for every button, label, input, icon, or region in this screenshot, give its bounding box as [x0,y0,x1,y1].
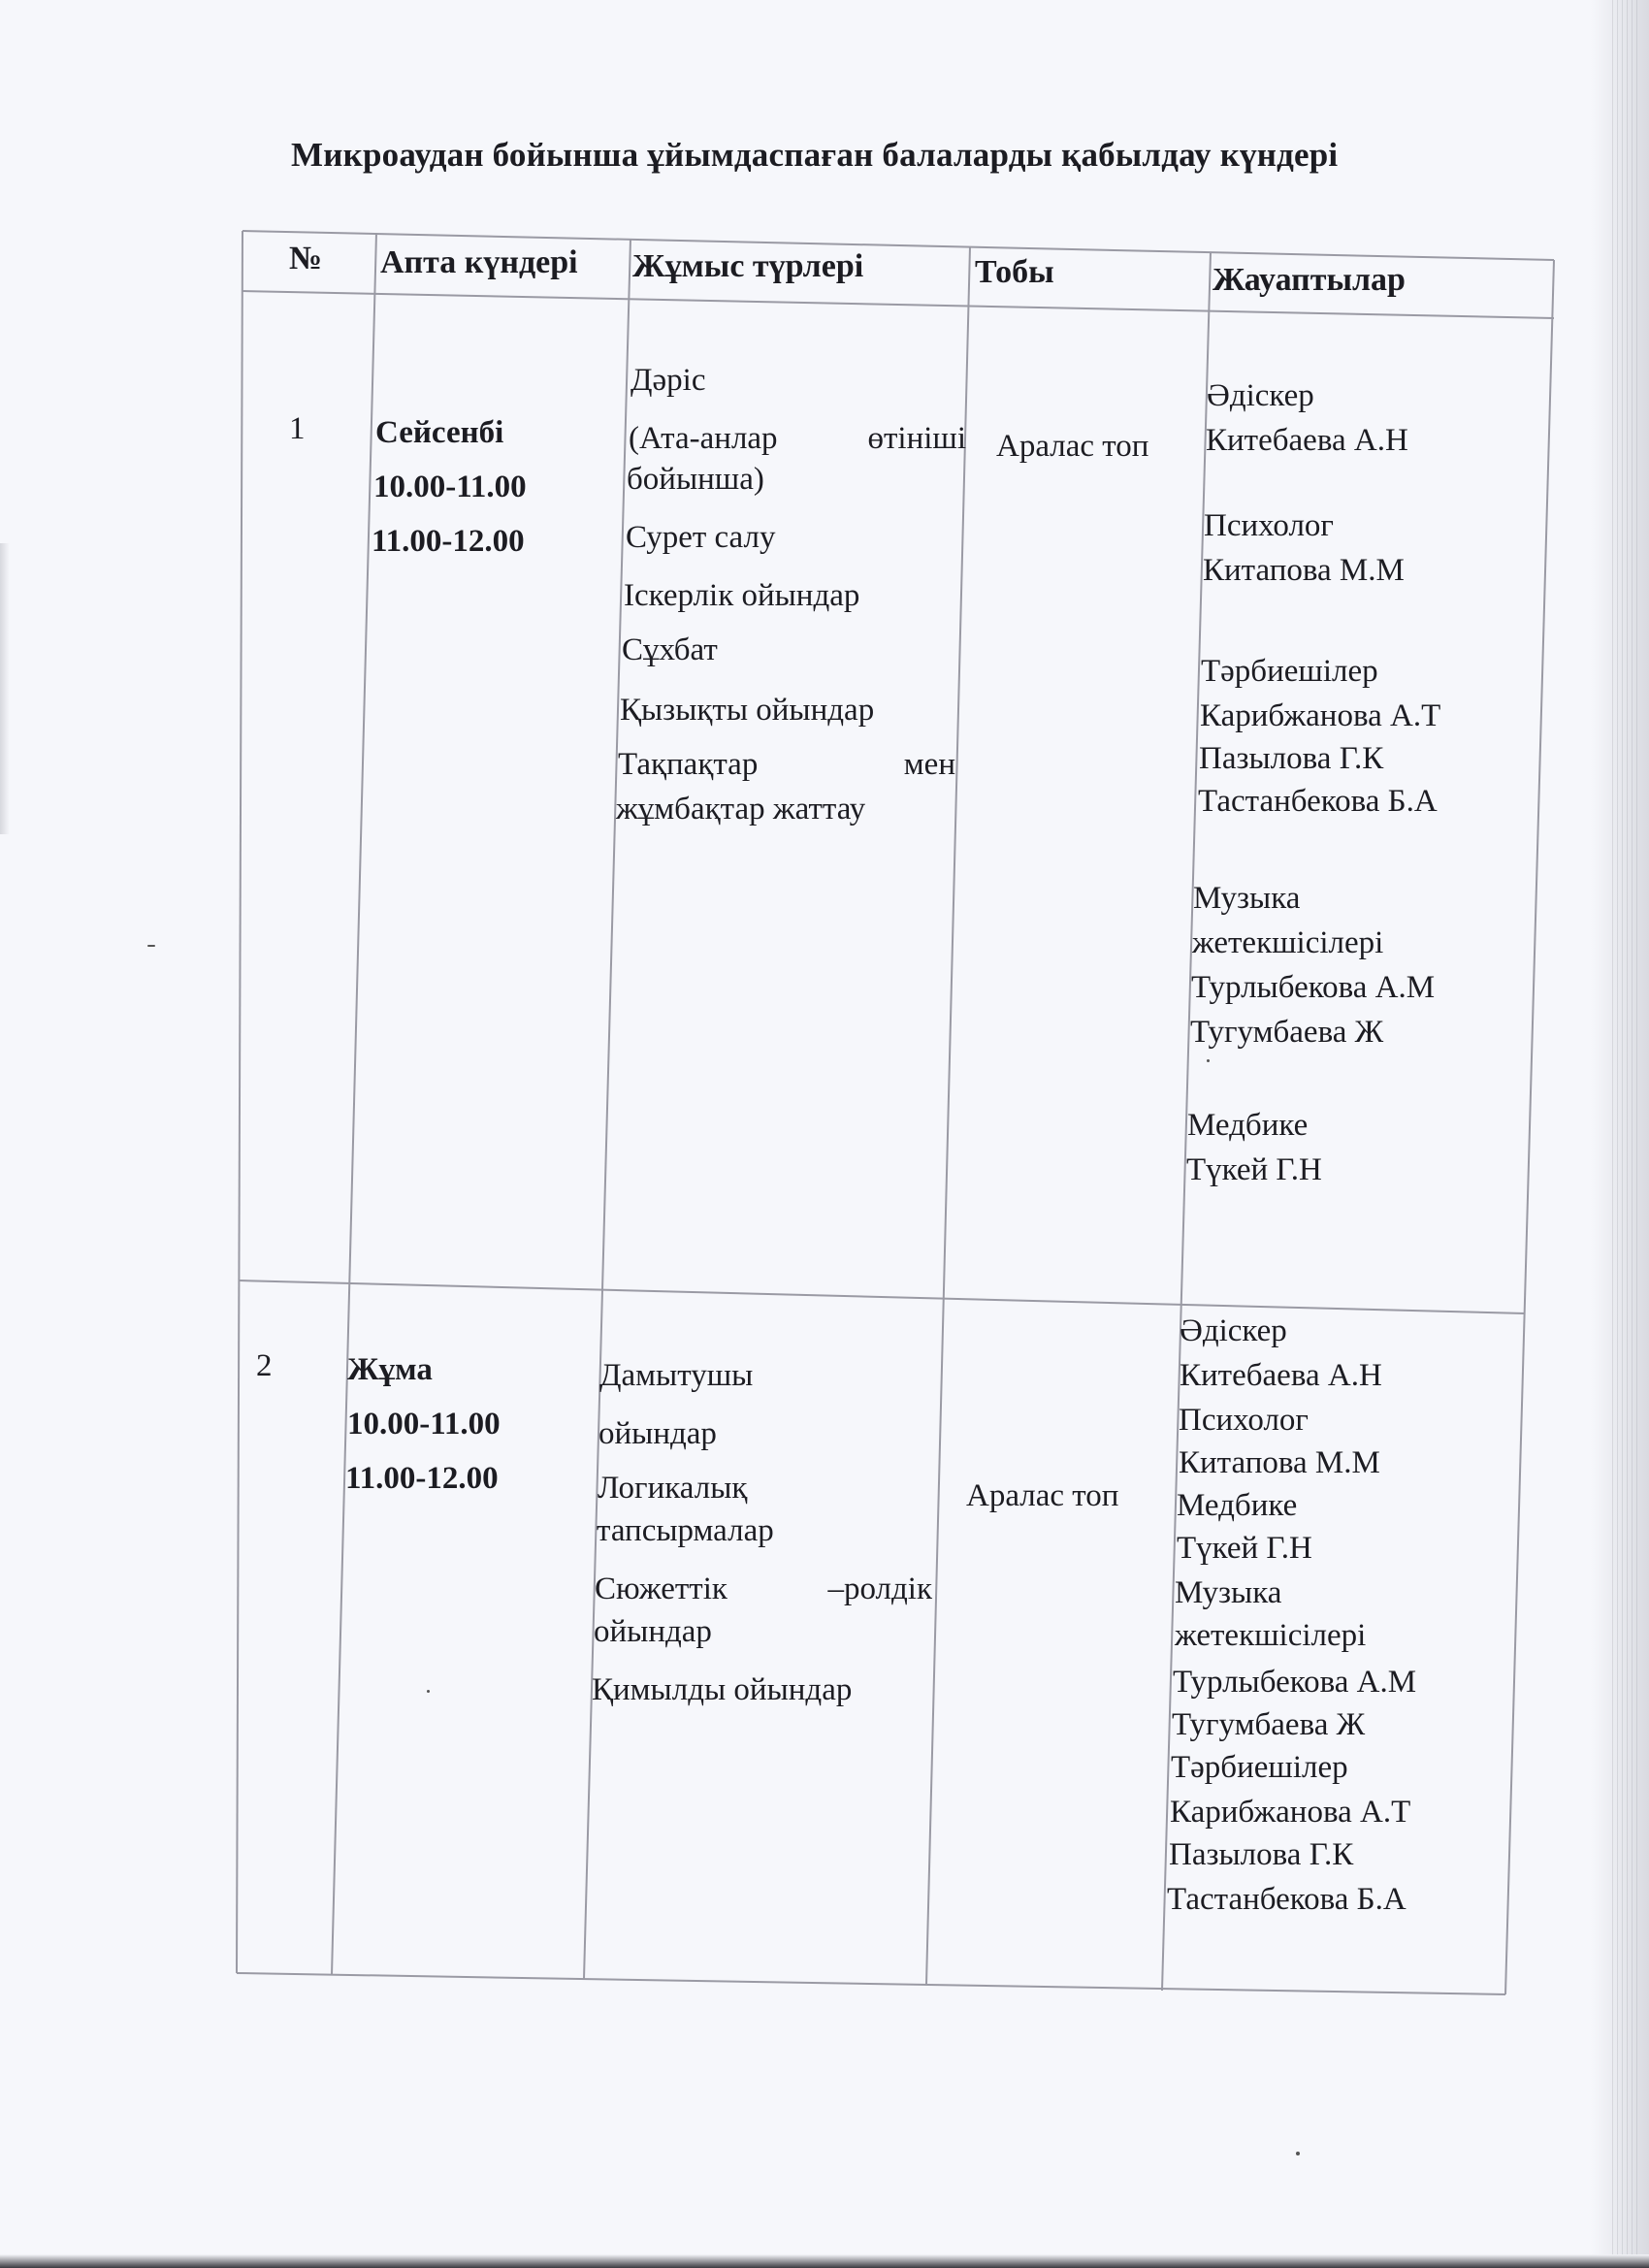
scan-speck [147,945,155,947]
activity-item-part: –ролдік [827,1571,932,1606]
activity-item: Сұхбат [622,632,718,667]
responsible-person: Пазылова Г.К [1199,741,1384,776]
scan-bottom-edge [0,2254,1649,2268]
col-divider-1 [332,233,376,1975]
responsible-role: Тәрбиешілер [1201,654,1378,689]
responsible-person: Түкей Г.Н [1177,1531,1312,1566]
table-right-border [1505,260,1554,1994]
activity-item: Дәріс [630,363,706,398]
activity-item: Сурет салу [626,520,776,555]
responsible-person: Карибжанова А.Т [1200,698,1441,733]
activity-item: Қызықты ойындар [620,693,875,728]
responsible-person: Тастанбекова Б.А [1167,1882,1406,1917]
activity-item [595,1568,932,1610]
responsible-role: жетекшісілері [1175,1618,1367,1653]
header-activity-types: Жұмыс түрлері [632,248,864,284]
responsible-role: Әдіскер [1180,1313,1287,1348]
header-responsible: Жауаптылар [1212,262,1406,298]
group-name: Аралас топ [996,429,1149,464]
scan-speck [427,1690,430,1693]
scan-speck [1296,2152,1300,2155]
responsible-person: Тугумбаева Ж [1172,1707,1366,1742]
page-title: Микроаудан бойынша ұйымдаспаған балаларды қабылдау күндері [291,136,1339,174]
activity-item: тапсырмалар [597,1513,774,1548]
responsible-role: Әдіскер [1207,378,1314,413]
responsible-person: Турлыбекова А.М [1173,1665,1417,1700]
responsible-role: Тәрбиешілер [1171,1750,1348,1785]
responsible-person: Карибжанова А.Т [1170,1795,1411,1830]
table-left-border [237,231,242,1973]
activity-item-part: мен [903,747,955,782]
responsible-person: Түкей Г.Н [1186,1152,1322,1187]
responsible-role: Психолог [1179,1403,1309,1438]
col-divider-2 [584,239,630,1979]
weekday: Сейсенбі [375,415,504,450]
responsible-person: Китебаева А.Н [1206,423,1408,458]
activity-item: Іскерлік ойындар [624,578,860,613]
time-slot: 10.00-11.00 [347,1407,501,1442]
col-divider-3 [926,246,970,1985]
row-divider [239,1280,1525,1313]
weekday: Жұма [347,1352,433,1387]
activity-item: Қимылды ойындар [592,1672,853,1707]
time-slot: 10.00-11.00 [373,470,527,504]
responsible-person: Пазылова Г.К [1169,1837,1354,1872]
activity-item [629,417,966,460]
activity-item: бойынша) [627,462,764,497]
activity-item-part: Сюжеттік [595,1571,728,1606]
row-number: 2 [256,1348,273,1383]
activity-item: жұмбақтар жаттау [616,792,866,826]
responsible-person: Китапова М.М [1179,1445,1380,1480]
header-number: № [289,241,323,276]
table-bottom-border [237,1973,1505,1994]
responsible-person: Китебаева А.Н [1180,1358,1382,1393]
responsible-person: Турлыбекова А.М [1191,970,1436,1005]
activity-item: Дамытушы [599,1358,754,1393]
time-slot: 11.00-12.00 [372,524,525,559]
activity-item: ойындар [598,1416,717,1451]
responsible-role: Медбике [1177,1488,1298,1523]
responsible-person: Тугумбаева Ж [1190,1015,1384,1050]
activity-item-part: өтініші [867,421,966,456]
activity-item: ойындар [594,1614,712,1649]
responsible-role: жетекшісілері [1192,925,1384,960]
scan-left-shadow [0,543,10,834]
row-number: 1 [289,411,306,446]
scan-page-edge-lines [1612,0,1641,2268]
activity-item: Логикалық [598,1471,748,1506]
responsible-person: Тастанбекова Б.А [1198,784,1438,819]
responsible-role: Музыка [1193,881,1301,916]
activity-item-part: (Ата-анлар [629,421,778,456]
activity-item-part: Тақпақтар [618,747,759,782]
activity-item [618,743,955,786]
responsible-role: Музыка [1175,1575,1282,1610]
responsible-role: Психолог [1204,508,1334,543]
group-name: Аралас топ [966,1478,1119,1513]
time-slot: 11.00-12.00 [345,1461,499,1496]
responsible-role: Медбике [1187,1108,1309,1143]
responsible-person: Китапова М.М [1203,553,1405,588]
header-weekdays: Апта күндері [380,244,578,280]
scan-speck [1207,1059,1210,1062]
header-group: Тобы [975,254,1054,290]
